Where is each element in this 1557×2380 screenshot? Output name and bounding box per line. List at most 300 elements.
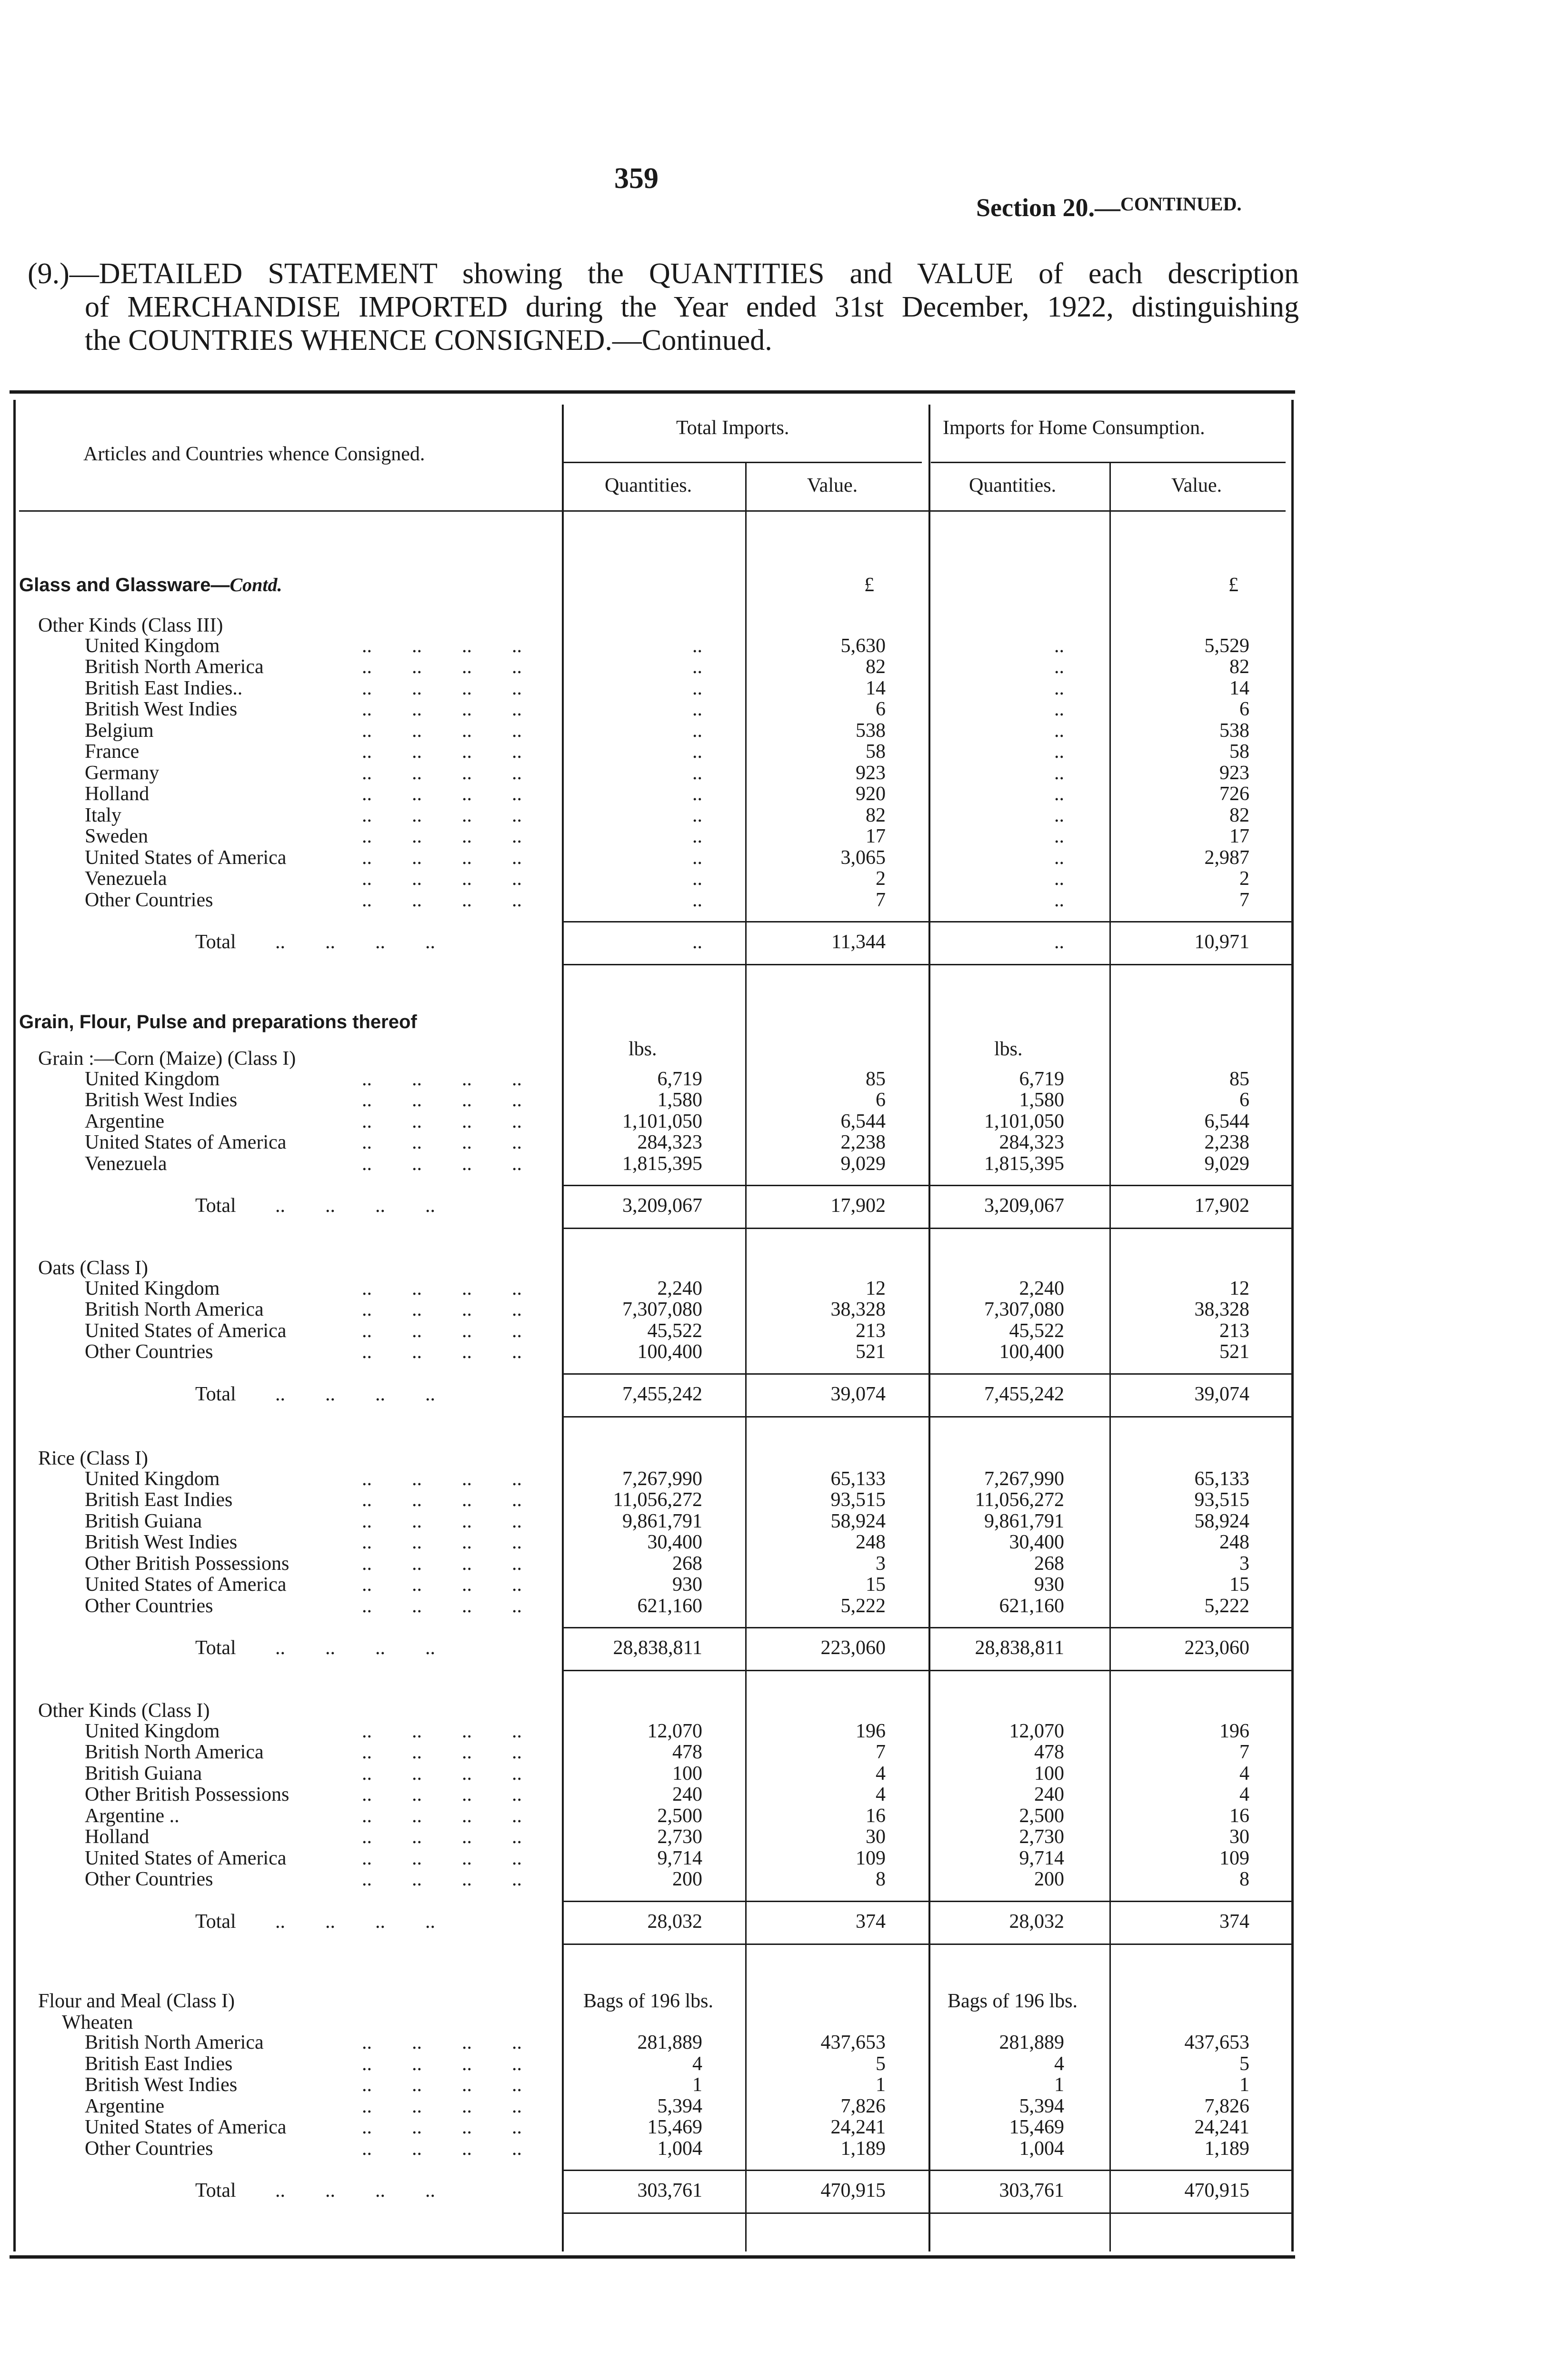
cell-ti-val: 85 bbox=[866, 1068, 886, 1090]
country-name: Other Countries bbox=[85, 2137, 213, 2160]
cell-ti-qty: 240 bbox=[672, 1784, 702, 1805]
country-name: British West Indies bbox=[85, 698, 238, 720]
unit-total-imports: lbs. bbox=[629, 1038, 657, 1060]
cell-hc-val: 2,238 bbox=[1204, 1131, 1249, 1153]
table-row bbox=[0, 2138, 1295, 2159]
cell-ti-qty: 11,056,272 bbox=[613, 1489, 702, 1511]
section-heading-main: Section 20.— bbox=[976, 193, 1120, 222]
header-bottom-rule bbox=[19, 510, 1286, 512]
cell-hc-qty: 2,240 bbox=[1019, 1277, 1064, 1299]
header-mid-rule-left bbox=[563, 462, 922, 463]
cell-ti-val: 58,924 bbox=[830, 1510, 886, 1532]
total-hc-val: 10,971 bbox=[1194, 931, 1249, 953]
cell-ti-val: 7 bbox=[876, 889, 886, 911]
total-top-rule bbox=[562, 921, 1293, 922]
cell-hc-qty: 6,719 bbox=[1019, 1068, 1064, 1090]
cell-ti-qty: 1,580 bbox=[657, 1089, 702, 1111]
table-row bbox=[0, 1532, 1295, 1553]
cell-ti-qty: 7,307,080 bbox=[622, 1299, 702, 1320]
cell-hc-val: 6 bbox=[1239, 698, 1249, 720]
leader-dots: .. .. .. .. bbox=[362, 1489, 522, 1511]
cell-hc-val: 2 bbox=[1239, 868, 1249, 890]
total-hc-val: 17,902 bbox=[1194, 1195, 1249, 1217]
table-row bbox=[0, 890, 1295, 911]
table-row bbox=[0, 1596, 1295, 1616]
total-bottom-rule bbox=[562, 2212, 1293, 2214]
section-title-text: Grain, Flour, Pulse and preparations thereof bbox=[19, 1012, 417, 1032]
cell-hc-qty: .. bbox=[1054, 846, 1064, 869]
country-name: Sweden bbox=[85, 825, 148, 847]
total-label: Total bbox=[195, 1910, 236, 1933]
cell-ti-val: 6,544 bbox=[840, 1110, 886, 1132]
leader-dots: .. .. .. .. bbox=[362, 1468, 522, 1490]
header-total-imports: Total Imports. bbox=[676, 417, 789, 439]
cell-hc-val: 437,653 bbox=[1184, 2032, 1249, 2053]
leader-dots: .. .. .. .. bbox=[275, 1910, 435, 1933]
table-row bbox=[0, 2053, 1295, 2074]
country-name: Other Countries bbox=[85, 1868, 213, 1890]
country-name: Other Countries bbox=[85, 889, 213, 911]
cell-ti-val: 538 bbox=[856, 719, 886, 742]
table-row bbox=[0, 1763, 1295, 1784]
group-subname: Wheaten bbox=[62, 2011, 133, 2033]
leader-dots: .. .. .. .. bbox=[362, 1299, 522, 1320]
leader-dots: .. .. .. .. bbox=[362, 1720, 522, 1742]
table-row bbox=[0, 1742, 1295, 1763]
cell-hc-val: 248 bbox=[1219, 1531, 1249, 1553]
cell-ti-qty: .. bbox=[692, 889, 702, 911]
table-row bbox=[0, 2096, 1295, 2117]
leader-dots: .. .. .. .. bbox=[362, 635, 522, 657]
cell-ti-val: 196 bbox=[856, 1720, 886, 1742]
cell-ti-val: 5 bbox=[876, 2053, 886, 2075]
country-name: United States of America bbox=[85, 1574, 287, 1596]
total-ti-qty: .. bbox=[692, 931, 702, 953]
page-number: 359 bbox=[614, 162, 659, 195]
cell-ti-qty: 5,394 bbox=[657, 2095, 702, 2117]
caption-line-1: (9.)—DETAILED STATEMENT showing the QUANTITIES and VALUE of each description bbox=[28, 258, 1299, 290]
cell-hc-qty: 9,714 bbox=[1019, 1847, 1064, 1869]
cell-ti-qty: 6,719 bbox=[657, 1068, 702, 1090]
cell-hc-qty: .. bbox=[1054, 656, 1064, 678]
total-bottom-rule bbox=[562, 964, 1293, 965]
cell-hc-qty: 2,500 bbox=[1019, 1805, 1064, 1827]
cell-hc-qty: 268 bbox=[1034, 1552, 1064, 1575]
country-name: Italy bbox=[85, 804, 121, 826]
country-name: British East Indies bbox=[85, 1489, 233, 1511]
cell-ti-qty: .. bbox=[692, 846, 702, 869]
table-row bbox=[0, 1090, 1295, 1111]
cell-hc-val: 15 bbox=[1229, 1574, 1249, 1596]
cell-hc-qty: 30,400 bbox=[1009, 1531, 1064, 1553]
leader-dots: .. .. .. .. bbox=[362, 2032, 522, 2053]
table-row bbox=[0, 699, 1295, 720]
cell-ti-val: 58 bbox=[866, 741, 886, 763]
total-hc-qty: 28,838,811 bbox=[975, 1637, 1064, 1659]
leader-dots: .. .. .. .. bbox=[362, 1319, 522, 1342]
cell-ti-val: 3,065 bbox=[840, 846, 886, 869]
cell-hc-val: 7 bbox=[1239, 1741, 1249, 1763]
group-name: Other Kinds (Class I) bbox=[38, 1700, 210, 1722]
table-row bbox=[0, 2074, 1295, 2095]
table-row bbox=[0, 1869, 1295, 1890]
cell-hc-qty: 7,307,080 bbox=[984, 1299, 1064, 1320]
total-hc-qty: 3,209,067 bbox=[984, 1195, 1064, 1217]
table-row bbox=[0, 1574, 1295, 1595]
leader-dots: .. .. .. .. bbox=[362, 1741, 522, 1763]
country-name: British Guiana bbox=[85, 1510, 202, 1532]
section-heading-sub: CONTINUED. bbox=[1120, 193, 1242, 215]
country-name: Argentine bbox=[85, 2095, 165, 2117]
pound-sign-total: £ bbox=[864, 574, 874, 596]
country-name: Holland bbox=[85, 1826, 150, 1848]
total-hc-qty: 303,761 bbox=[999, 2180, 1064, 2202]
leader-dots: .. .. .. .. bbox=[275, 1195, 435, 1217]
cell-hc-val: 12 bbox=[1229, 1277, 1249, 1299]
total-ti-val: 223,060 bbox=[820, 1637, 886, 1659]
cell-hc-val: 93,515 bbox=[1194, 1489, 1249, 1511]
table-row bbox=[0, 1784, 1295, 1805]
cell-hc-qty: 930 bbox=[1034, 1574, 1064, 1596]
cell-ti-qty: .. bbox=[692, 656, 702, 678]
table-row bbox=[0, 783, 1295, 804]
leader-dots: .. .. .. .. bbox=[362, 677, 522, 699]
cell-hc-val: 3 bbox=[1239, 1552, 1249, 1575]
cell-ti-qty: 2,500 bbox=[657, 1805, 702, 1827]
cell-hc-val: 58 bbox=[1229, 741, 1249, 763]
cell-hc-val: 109 bbox=[1219, 1847, 1249, 1869]
total-label: Total bbox=[195, 931, 236, 953]
cell-ti-val: 437,653 bbox=[820, 2032, 886, 2053]
leader-dots: .. .. .. .. bbox=[275, 2180, 435, 2202]
cell-ti-qty: 2,240 bbox=[657, 1277, 702, 1299]
cell-hc-qty: 100 bbox=[1034, 1762, 1064, 1785]
cell-ti-qty: 1,004 bbox=[657, 2137, 702, 2160]
cell-ti-qty: 15,469 bbox=[647, 2116, 702, 2138]
cell-hc-val: 1 bbox=[1239, 2074, 1249, 2096]
cell-hc-qty: 200 bbox=[1034, 1868, 1064, 1890]
cell-ti-qty: 268 bbox=[672, 1552, 702, 1575]
leader-dots: .. .. .. .. bbox=[362, 1110, 522, 1132]
cell-hc-val: 2,987 bbox=[1204, 846, 1249, 869]
total-row bbox=[0, 2180, 1295, 2201]
cell-ti-val: 16 bbox=[866, 1805, 886, 1827]
cell-ti-val: 82 bbox=[866, 804, 886, 826]
leader-dots: .. .. .. .. bbox=[362, 1510, 522, 1532]
cell-hc-val: 58,924 bbox=[1194, 1510, 1249, 1532]
table-row bbox=[0, 1341, 1295, 1362]
total-hc-qty: 28,032 bbox=[1009, 1910, 1064, 1933]
leader-dots: .. .. .. .. bbox=[362, 2053, 522, 2075]
total-bottom-rule bbox=[562, 1228, 1293, 1229]
leader-dots: .. .. .. .. bbox=[362, 2074, 522, 2096]
cell-ti-val: 30 bbox=[866, 1826, 886, 1848]
country-name: United States of America bbox=[85, 1319, 287, 1342]
cell-ti-val: 9,029 bbox=[840, 1152, 886, 1175]
cell-ti-val: 8 bbox=[876, 1868, 886, 1890]
cell-hc-val: 82 bbox=[1229, 804, 1249, 826]
cell-hc-qty: 1 bbox=[1054, 2074, 1064, 2096]
total-label: Total bbox=[195, 2180, 236, 2202]
cell-hc-val: 7,826 bbox=[1204, 2095, 1249, 2117]
leader-dots: .. .. .. .. bbox=[362, 1531, 522, 1553]
total-bottom-rule bbox=[562, 1944, 1293, 1945]
cell-hc-val: 8 bbox=[1239, 1868, 1249, 1890]
country-name: Germany bbox=[85, 762, 160, 784]
country-name: Other Countries bbox=[85, 1595, 213, 1617]
group-name: Grain :—Corn (Maize) (Class I) bbox=[38, 1048, 296, 1070]
table-row bbox=[0, 1553, 1295, 1574]
table-row bbox=[0, 741, 1295, 762]
leader-dots: .. .. .. .. bbox=[362, 656, 522, 678]
cell-hc-qty: 12,070 bbox=[1009, 1720, 1064, 1742]
leader-dots: .. .. .. .. bbox=[362, 698, 522, 720]
country-name: United Kingdom bbox=[85, 635, 220, 657]
cell-hc-val: 7 bbox=[1239, 889, 1249, 911]
leader-dots: .. .. .. .. bbox=[362, 719, 522, 742]
caption-line-3: the COUNTRIES WHENCE CONSIGNED.—Continued. bbox=[85, 324, 772, 357]
leader-dots: .. .. .. .. bbox=[362, 1868, 522, 1890]
leader-dots: .. .. .. .. bbox=[362, 1574, 522, 1596]
cell-ti-qty: 1,101,050 bbox=[622, 1110, 702, 1132]
cell-hc-val: 726 bbox=[1219, 783, 1249, 805]
table-row bbox=[0, 1511, 1295, 1532]
table-row bbox=[0, 720, 1295, 741]
cell-ti-qty: .. bbox=[692, 635, 702, 657]
cell-ti-qty: .. bbox=[692, 783, 702, 805]
caption-line-2: of MERCHANDISE IMPORTED during the Year ended 31st December, 1922, distinguishing bbox=[85, 291, 1299, 323]
cell-ti-qty: 478 bbox=[672, 1741, 702, 1763]
cell-ti-qty: .. bbox=[692, 719, 702, 742]
header-articles: Articles and Countries whence Consigned. bbox=[83, 443, 425, 465]
cell-ti-val: 109 bbox=[856, 1847, 886, 1869]
cell-hc-qty: .. bbox=[1054, 719, 1064, 742]
table-row bbox=[0, 1848, 1295, 1869]
table-row bbox=[0, 1111, 1295, 1132]
unit-home-consumption: lbs. bbox=[994, 1038, 1023, 1060]
cell-ti-qty: 100,400 bbox=[637, 1341, 702, 1363]
leader-dots: .. .. .. .. bbox=[362, 783, 522, 805]
leader-dots: .. .. .. .. bbox=[362, 1277, 522, 1299]
cell-ti-qty: 284,323 bbox=[637, 1131, 702, 1153]
cell-hc-val: 4 bbox=[1239, 1762, 1249, 1785]
cell-hc-val: 1,189 bbox=[1204, 2137, 1249, 2160]
table-row bbox=[0, 1153, 1295, 1174]
cell-hc-val: 521 bbox=[1219, 1341, 1249, 1363]
total-row bbox=[0, 932, 1295, 952]
country-name: British West Indies bbox=[85, 2074, 238, 2096]
total-top-rule bbox=[562, 1373, 1293, 1375]
section-title bbox=[19, 1012, 417, 1033]
cell-ti-qty: 7,267,990 bbox=[622, 1468, 702, 1490]
header-ti-quantities: Quantities. bbox=[605, 475, 692, 496]
country-name: British North America bbox=[85, 656, 264, 678]
table-row bbox=[0, 826, 1295, 847]
cell-hc-val: 30 bbox=[1229, 1826, 1249, 1848]
table-row bbox=[0, 2032, 1295, 2053]
country-name: British East Indies.. bbox=[85, 677, 243, 699]
cell-hc-qty: 478 bbox=[1034, 1741, 1064, 1763]
cell-ti-val: 4 bbox=[876, 1784, 886, 1805]
total-bottom-rule bbox=[562, 1670, 1293, 1671]
total-row bbox=[0, 1195, 1295, 1216]
cell-ti-val: 65,133 bbox=[830, 1468, 886, 1490]
total-hc-val: 470,915 bbox=[1184, 2180, 1249, 2202]
leader-dots: .. .. .. .. bbox=[362, 868, 522, 890]
cell-ti-qty: .. bbox=[692, 868, 702, 890]
table-row bbox=[0, 1805, 1295, 1826]
cell-ti-val: 920 bbox=[856, 783, 886, 805]
country-name: Argentine .. bbox=[85, 1805, 180, 1827]
cell-hc-qty: 284,323 bbox=[999, 1131, 1064, 1153]
leader-dots: .. .. .. .. bbox=[362, 762, 522, 784]
table-row bbox=[0, 1278, 1295, 1299]
total-ti-val: 374 bbox=[856, 1910, 886, 1933]
cell-hc-val: 82 bbox=[1229, 656, 1249, 678]
leader-dots: .. .. .. .. bbox=[362, 825, 522, 847]
cell-ti-qty: 100 bbox=[672, 1762, 702, 1785]
cell-ti-val: 2,238 bbox=[840, 1131, 886, 1153]
cell-ti-qty: .. bbox=[692, 762, 702, 784]
cell-ti-val: 1,189 bbox=[840, 2137, 886, 2160]
table-caption bbox=[28, 257, 1299, 357]
country-name: United States of America bbox=[85, 2116, 287, 2138]
country-name: Argentine bbox=[85, 1110, 165, 1132]
cell-hc-val: 5,529 bbox=[1204, 635, 1249, 657]
country-name: British North America bbox=[85, 1741, 264, 1763]
table-row bbox=[0, 1489, 1295, 1510]
cell-ti-qty: 30,400 bbox=[647, 1531, 702, 1553]
cell-ti-qty: 281,889 bbox=[637, 2032, 702, 2053]
total-top-rule bbox=[562, 1185, 1293, 1186]
total-hc-val: 39,074 bbox=[1194, 1383, 1249, 1405]
pound-sign-home: £ bbox=[1228, 574, 1238, 596]
cell-hc-qty: .. bbox=[1054, 868, 1064, 890]
leader-dots: .. .. .. .. bbox=[362, 1089, 522, 1111]
total-ti-qty: 3,209,067 bbox=[622, 1195, 702, 1217]
table-row bbox=[0, 656, 1295, 677]
country-name: Belgium bbox=[85, 719, 154, 742]
header-ti-value: Value. bbox=[807, 475, 858, 496]
section-title-contd: Contd. bbox=[230, 574, 282, 595]
total-ti-val: 470,915 bbox=[820, 2180, 886, 2202]
country-name: British East Indies bbox=[85, 2053, 233, 2075]
cell-hc-val: 923 bbox=[1219, 762, 1249, 784]
leader-dots: .. .. .. .. bbox=[362, 1552, 522, 1575]
cell-ti-qty: 1 bbox=[692, 2074, 702, 2096]
total-top-rule bbox=[562, 2170, 1293, 2171]
total-ti-qty: 28,032 bbox=[647, 1910, 702, 1933]
cell-hc-val: 85 bbox=[1229, 1068, 1249, 1090]
table-row bbox=[0, 678, 1295, 699]
cell-ti-val: 3 bbox=[876, 1552, 886, 1575]
total-hc-val: 374 bbox=[1219, 1910, 1249, 1933]
leader-dots: .. .. .. .. bbox=[275, 1383, 435, 1405]
cell-hc-val: 24,241 bbox=[1194, 2116, 1249, 2138]
unit-total-imports: Bags of 196 lbs. bbox=[583, 1990, 713, 2012]
cell-hc-qty: 7,267,990 bbox=[984, 1468, 1064, 1490]
total-label: Total bbox=[195, 1195, 236, 1217]
cell-hc-val: 538 bbox=[1219, 719, 1249, 742]
country-name: United States of America bbox=[85, 1847, 287, 1869]
country-name: British West Indies bbox=[85, 1089, 238, 1111]
total-label: Total bbox=[195, 1383, 236, 1405]
cell-hc-val: 213 bbox=[1219, 1319, 1249, 1342]
country-name: British North America bbox=[85, 2032, 264, 2053]
cell-ti-val: 7,826 bbox=[840, 2095, 886, 2117]
group-name: Other Kinds (Class III) bbox=[38, 615, 223, 636]
table-row bbox=[0, 1826, 1295, 1847]
cell-hc-val: 4 bbox=[1239, 1784, 1249, 1805]
cell-hc-qty: 1,004 bbox=[1019, 2137, 1064, 2160]
cell-hc-qty: .. bbox=[1054, 889, 1064, 911]
cell-hc-val: 9,029 bbox=[1204, 1152, 1249, 1175]
cell-hc-qty: 1,101,050 bbox=[984, 1110, 1064, 1132]
total-row bbox=[0, 1384, 1295, 1405]
cell-ti-val: 82 bbox=[866, 656, 886, 678]
country-name: United Kingdom bbox=[85, 1720, 220, 1742]
country-name: Holland bbox=[85, 783, 150, 805]
leader-dots: .. .. .. .. bbox=[362, 1131, 522, 1153]
cell-ti-val: 6 bbox=[876, 1089, 886, 1111]
table-bottom-rule bbox=[10, 2255, 1295, 2259]
cell-ti-qty: .. bbox=[692, 825, 702, 847]
cell-ti-qty: 45,522 bbox=[647, 1319, 702, 1342]
cell-hc-val: 196 bbox=[1219, 1720, 1249, 1742]
country-name: Other British Possessions bbox=[85, 1784, 289, 1805]
cell-ti-val: 5,630 bbox=[840, 635, 886, 657]
group-name: Oats (Class I) bbox=[38, 1257, 148, 1279]
cell-ti-qty: .. bbox=[692, 741, 702, 763]
cell-hc-qty: 45,522 bbox=[1009, 1319, 1064, 1342]
cell-ti-qty: 9,714 bbox=[657, 1847, 702, 1869]
leader-dots: .. .. .. .. bbox=[362, 1762, 522, 1785]
cell-ti-val: 248 bbox=[856, 1531, 886, 1553]
cell-ti-qty: .. bbox=[692, 804, 702, 826]
cell-hc-val: 38,328 bbox=[1194, 1299, 1249, 1320]
leader-dots: .. .. .. .. bbox=[362, 2137, 522, 2160]
section-heading bbox=[976, 193, 1242, 222]
cell-hc-val: 17 bbox=[1229, 825, 1249, 847]
section-title bbox=[19, 574, 282, 596]
cell-ti-val: 5,222 bbox=[840, 1595, 886, 1617]
cell-hc-val: 14 bbox=[1229, 677, 1249, 699]
country-name: Other British Possessions bbox=[85, 1552, 289, 1575]
country-name: United Kingdom bbox=[85, 1277, 220, 1299]
total-ti-qty: 28,838,811 bbox=[613, 1637, 702, 1659]
cell-hc-qty: 100,400 bbox=[999, 1341, 1064, 1363]
cell-ti-qty: .. bbox=[692, 698, 702, 720]
table-row bbox=[0, 1320, 1295, 1341]
leader-dots: .. .. .. .. bbox=[362, 1152, 522, 1175]
cell-ti-val: 15 bbox=[866, 1574, 886, 1596]
leader-dots: .. .. .. .. bbox=[362, 846, 522, 869]
cell-ti-qty: 4 bbox=[692, 2053, 702, 2075]
total-hc-val: 223,060 bbox=[1184, 1637, 1249, 1659]
cell-ti-val: 24,241 bbox=[830, 2116, 886, 2138]
total-top-rule bbox=[562, 1901, 1293, 1902]
cell-ti-qty: 621,160 bbox=[637, 1595, 702, 1617]
table-row bbox=[0, 1468, 1295, 1489]
cell-hc-qty: 9,861,791 bbox=[984, 1510, 1064, 1532]
cell-hc-qty: .. bbox=[1054, 741, 1064, 763]
cell-ti-val: 12 bbox=[866, 1277, 886, 1299]
group-name: Flour and Meal (Class I) bbox=[38, 1990, 235, 2012]
total-row bbox=[0, 1637, 1295, 1658]
table-row bbox=[0, 635, 1295, 656]
total-hc-qty: 7,455,242 bbox=[984, 1383, 1064, 1405]
header-home-consumption: Imports for Home Consumption. bbox=[943, 417, 1205, 439]
